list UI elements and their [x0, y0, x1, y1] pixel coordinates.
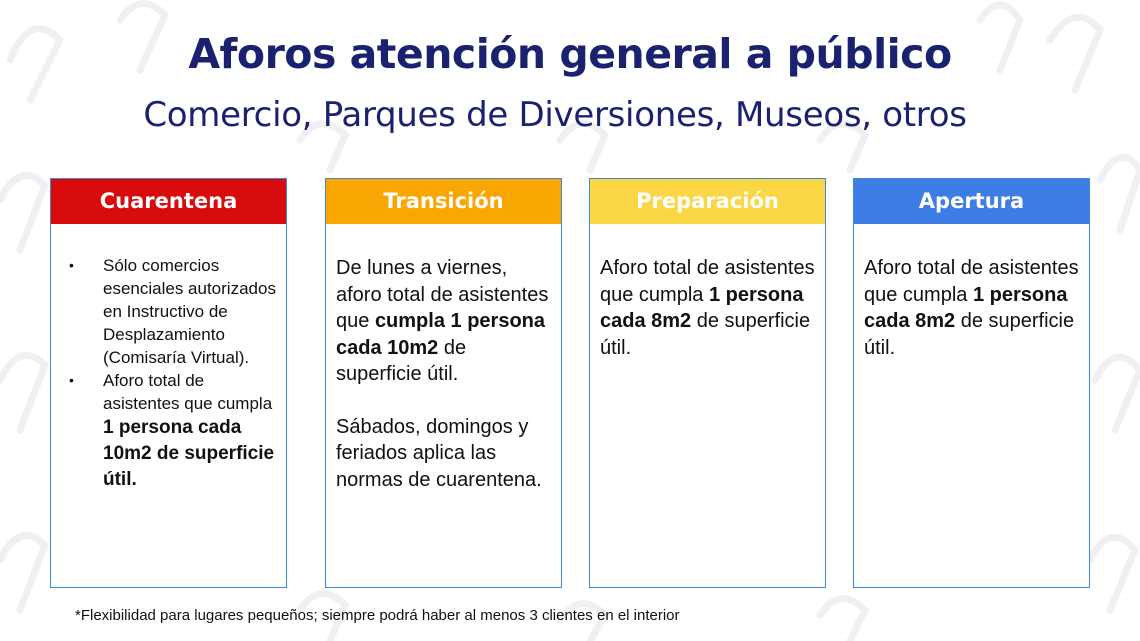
- card-header-preparacion: Preparación: [590, 179, 825, 224]
- list-item: [69, 369, 276, 493]
- card-body-apertura: [854, 224, 1089, 361]
- bullet-icon: •: [69, 257, 74, 273]
- card-header-apertura: Apertura: [854, 179, 1089, 224]
- bullet-text: Aforo total de asistentes que cumpla: [103, 371, 273, 413]
- bullet-icon: •: [69, 372, 74, 388]
- card-body-preparacion: [590, 224, 825, 361]
- card-body-cuarentena: [51, 224, 286, 493]
- card-preparacion: [589, 178, 826, 588]
- bullet-text: Sólo comercios esenciales autorizados en Instructivo de Desplazamiento (Comisaría Virtual).: [103, 256, 276, 367]
- footnote: *Flexibilidad para lugares pequeños; siempre podrá haber al menos 3 clientes en el interior: [75, 607, 680, 624]
- bullet-bold-text: 1 persona cada 10m2 de superficie útil.: [103, 417, 275, 490]
- list-item: [69, 254, 276, 369]
- cuarentena-bullet-list: [61, 254, 276, 493]
- transicion-paragraph-1: De lunes a viernes, aforo total de asistentes que cumpla 1 persona cada 10m2 de superficie útil.: [336, 257, 549, 385]
- preparacion-paragraph: Aforo total de asistentes que cumpla 1 persona cada 8m2 de superficie útil.: [600, 257, 815, 359]
- card-transicion: [325, 178, 562, 588]
- page-subtitle: Comercio, Parques de Diversiones, Museos, otros: [143, 95, 967, 135]
- card-header-transicion: Transición: [326, 179, 561, 224]
- card-cuarentena: [50, 178, 287, 588]
- card-apertura: [853, 178, 1090, 588]
- page-title: Aforos atención general a público: [188, 30, 952, 78]
- card-header-cuarentena: Cuarentena: [51, 179, 286, 224]
- card-body-transicion: [326, 224, 561, 493]
- transicion-paragraph-2: Sábados, domingos y feriados aplica las normas de cuarentena.: [336, 415, 542, 491]
- apertura-paragraph: Aforo total de asistentes que cumpla 1 persona cada 8m2 de superficie útil.: [864, 257, 1079, 359]
